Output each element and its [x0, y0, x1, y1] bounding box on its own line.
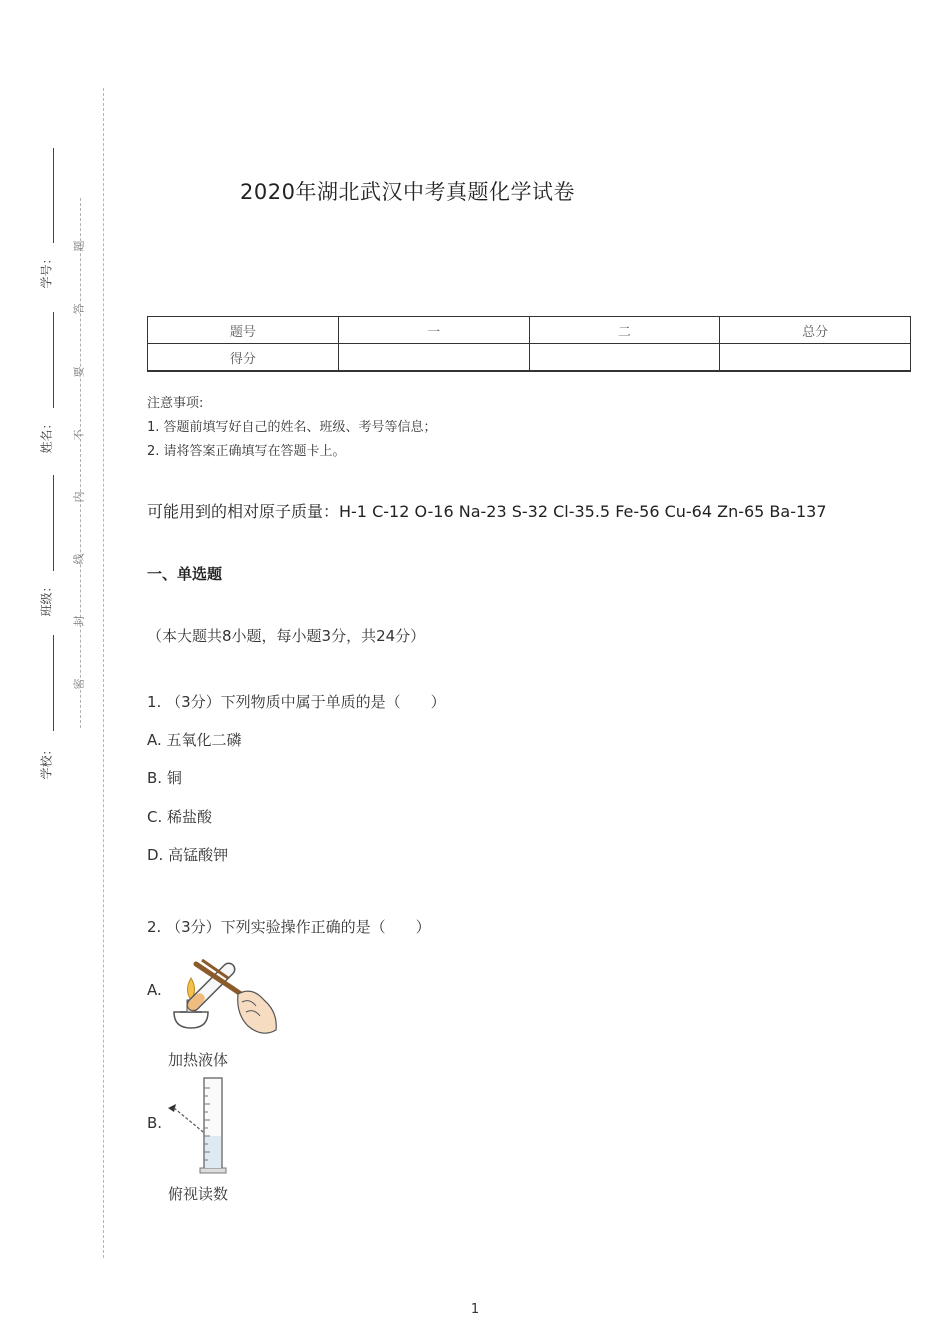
- score-header-total: 总分: [720, 317, 911, 344]
- question-2-option-b-label: B.: [147, 1114, 163, 1132]
- score-header-part-1: 一: [338, 317, 529, 344]
- score-table: [147, 316, 911, 372]
- class-line: [53, 475, 54, 571]
- name-line: [53, 312, 54, 408]
- graduated-cylinder-illustration: [164, 1074, 234, 1178]
- score-header-part-2: 二: [529, 317, 720, 344]
- seal-char-nei: 内: [72, 491, 86, 503]
- section-title: 一、单选题: [147, 565, 223, 583]
- question-1-option-d: D. 高锰酸钾: [147, 846, 229, 864]
- seal-char-yao: 要: [72, 366, 86, 378]
- atomic-mass-line: 可能用到的相对原子质量：H-1 C-12 O-16 Na-23 S-32 Cl-35.5 Fe-56 Cu-64 Zn-65 Ba-137: [147, 502, 827, 521]
- question-2-option-b-caption: 俯视读数: [168, 1185, 229, 1203]
- score-table-score-row: [148, 344, 911, 372]
- seal-dotted-line: [80, 198, 81, 728]
- seal-char-xian: 线: [72, 553, 86, 565]
- question-1-option-c: C. 稀盐酸: [147, 808, 213, 826]
- question-2-stem: 2. （3分）下列实验操作正确的是（ ）: [147, 918, 431, 936]
- notice-item-1: 1. 答题前填写好自己的姓名、班级、考号等信息；: [147, 420, 437, 435]
- school-line: [53, 635, 54, 731]
- seal-char-feng: 封: [72, 615, 86, 627]
- student-id-label: 学号：: [39, 252, 54, 289]
- page-number: 1: [470, 1302, 480, 1317]
- exam-title: 2020年湖北武汉中考真题化学试卷: [240, 180, 575, 204]
- notice-heading: 注意事项:: [147, 396, 204, 411]
- question-2-option-a-label: A.: [147, 981, 162, 999]
- seal-char-bu: 不: [72, 429, 86, 441]
- question-2-option-a-caption: 加热液体: [168, 1051, 229, 1069]
- name-label: 姓名：: [39, 417, 54, 454]
- question-1-option-a: A. 五氧化二磷: [147, 731, 242, 749]
- seal-char-da: 答: [72, 303, 86, 315]
- notice-item-2: 2. 请将答案正确填写在答题卡上。: [147, 444, 346, 459]
- student-id-line: [53, 148, 54, 243]
- binding-fold-line: [103, 88, 104, 1258]
- seal-char-mi: 密: [72, 678, 86, 690]
- score-cell-part-1: [338, 344, 529, 372]
- score-table-header-row: [148, 317, 911, 344]
- class-label: 班级：: [39, 580, 54, 617]
- section-description: （本大题共8小题，每小题3分，共24分）: [147, 627, 426, 645]
- score-row-label: 得分: [148, 344, 339, 372]
- question-1-option-b: B. 铜: [147, 769, 182, 787]
- question-1-stem: 1. （3分）下列物质中属于单质的是（ ）: [147, 693, 446, 711]
- heating-liquid-illustration: [166, 942, 284, 1042]
- score-cell-total: [720, 344, 911, 372]
- school-label: 学校：: [39, 743, 54, 780]
- score-header-number: 题号: [148, 317, 339, 344]
- seal-char-ti: 题: [72, 240, 86, 252]
- score-cell-part-2: [529, 344, 720, 372]
